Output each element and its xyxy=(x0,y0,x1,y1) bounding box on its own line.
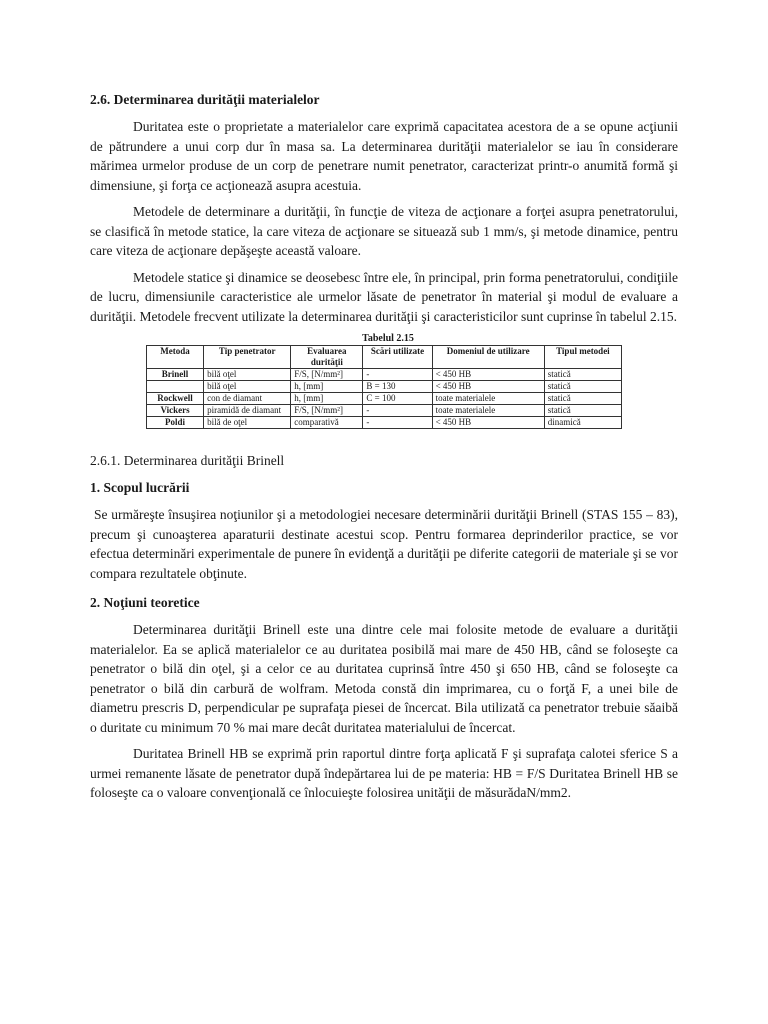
table-header-row xyxy=(147,346,622,369)
table-row xyxy=(147,405,622,417)
table-cell-penetrator: bilă de oţel xyxy=(204,417,291,429)
table-row xyxy=(147,393,622,405)
table-cell-scale: - xyxy=(363,405,432,417)
theory-paragraph-brinell: Determinarea durităţii Brinell este una dintre cele mai folosite metode de evaluare a durităţii materialelor. Ea se aplică materialelor ce au duritatea posibilă mai mare de 450 HB, când se foloseşte ca penetrator o bilă din oţel, şi a celor ce au duritatea cuprinsă între 450 şi 650 HB, când se foloseşte ca penetrator o bilă din carbură de wolfram. Metoda constă din imprimarea, cu o forţă F, a unei bile de diametru prescris D, perpendicular pe suprafaţa piesei de încercat. Bila utilizată ca penetrator trebuie săaibă o duritate cu minimum 70 % mai mare decât duritatea materialului de încercat. xyxy=(90,622,678,735)
subsection-title: 2.6.1. Determinarea durităţii Brinell xyxy=(90,453,285,468)
table-cell-domain: < 450 HB xyxy=(432,381,544,393)
hardness-methods-table xyxy=(146,345,622,429)
table-cell-type: statică xyxy=(544,369,621,381)
table-cell-method xyxy=(147,381,204,393)
table-cell-scale: - xyxy=(363,369,432,381)
table-cell-evaluation: comparativă xyxy=(291,417,363,429)
table-cell-method: Poldi xyxy=(147,417,204,429)
scope-paragraph: Se urmăreşte însuşirea noţiunilor şi a metodologiei necesare determinării durităţii Brinell (STAS 155 – 83), precum şi cunoaşterea aparaturii destinate acestui scop. Pentru formarea deprinderilor practice, se vor efectua determinări experimentale de punere în evidenţă a durităţii pe diferite categorii de materiale şi se vor compara rezultatele obţinute. xyxy=(90,507,678,581)
table-cell-type: statică xyxy=(544,381,621,393)
table-cell-domain: toate materialele xyxy=(432,405,544,417)
table-cell-scale: C = 100 xyxy=(363,393,432,405)
table-header-cell: Tip penetrator xyxy=(204,346,291,369)
document-content xyxy=(90,90,678,810)
paragraph-methods-classification: Metodele de determinare a durităţii, în funcţie de viteza de acţionare a forţei asupra penetratorului, se clasifică în metode statice, la care viteza de acţionare se situează sub 1 mm/s, şi metode dinamice, pentru care viteza de acţionare depăşeşte această valoare. xyxy=(90,204,678,258)
table-caption: Tabelul 2.15 xyxy=(362,333,414,344)
theory-paragraph-hb-formula: Duritatea Brinell HB se exprimă prin raportul dintre forţa aplicată F şi suprafaţa calotei sferice S a urmei remanente lăsate de penetrator după îndepărtarea lui de pe materia: HB = F/S Duritatea Brinell HB se foloseşte ca o valoare convenţională ce înlocuieşte folosirea unităţii de măsurădaN/mm2. xyxy=(90,746,678,800)
paragraph-methods-differences: Metodele statice şi dinamice se deosebesc între ele, în principal, prin forma penetratorului, condiţiile de lucru, dimensiunile caracteristice ale urmelor lăsate de penetrator în material şi modul de evaluare a durităţii. Metodele frecvent utilizate la determinarea durităţii şi caracteristicilor sunt cuprinse în tabelul 2.15. xyxy=(90,269,678,324)
paragraph-hardness-definition: Duritatea este o proprietate a materialelor care exprimă capacitatea acestora de a se opune acţiunii de pătrundere a unui corp dur în masa sa. La determinarea durităţii materialelor se iau în considerare mărimea urmelor produse de un corp de penetrare numit penetrator, caracterizat printr-o anumită formă şi dimensiune, şi forţa ce acţionează asupra acestuia. xyxy=(90,119,678,193)
table-cell-method: Vickers xyxy=(147,405,204,417)
table-cell-evaluation: h, [mm] xyxy=(291,393,363,405)
table-cell-evaluation: F/S, [N/mm²] xyxy=(291,369,363,381)
table-cell-penetrator: bilă oţel xyxy=(204,381,291,393)
table-header-cell: Evaluarea durităţii xyxy=(291,346,363,369)
section-title: 2.6. Determinarea durităţii materialelor xyxy=(90,92,320,107)
table-cell-domain: < 450 HB xyxy=(432,417,544,429)
scope-heading: 1. Scopul lucrării xyxy=(90,480,190,495)
table-cell-domain: toate materialele xyxy=(432,393,544,405)
table-row xyxy=(147,417,622,429)
table-header-cell: Scări utilizate xyxy=(363,346,432,369)
table-cell-type: dinamică xyxy=(544,417,621,429)
hardness-methods-table-block xyxy=(90,333,678,429)
table-cell-method: Brinell xyxy=(147,369,204,381)
table-row xyxy=(147,369,622,381)
table-header-cell: Tipul metodei xyxy=(544,346,621,369)
table-cell-penetrator: con de diamant xyxy=(204,393,291,405)
table-cell-scale: B = 130 xyxy=(363,381,432,393)
table-cell-method: Rockwell xyxy=(147,393,204,405)
table-cell-type: statică xyxy=(544,405,621,417)
table-row xyxy=(147,381,622,393)
table-header-cell: Metoda xyxy=(147,346,204,369)
table-cell-type: statică xyxy=(544,393,621,405)
table-cell-penetrator: bilă oţel xyxy=(204,369,291,381)
theory-heading: 2. Noţiuni teoretice xyxy=(90,595,200,610)
table-cell-penetrator: piramidă de diamant xyxy=(204,405,291,417)
table-cell-domain: < 450 HB xyxy=(432,369,544,381)
table-cell-evaluation: h, [mm] xyxy=(291,381,363,393)
table-header-cell: Domeniul de utilizare xyxy=(432,346,544,369)
table-cell-scale: - xyxy=(363,417,432,429)
table-cell-evaluation: F/S, [N/mm²] xyxy=(291,405,363,417)
